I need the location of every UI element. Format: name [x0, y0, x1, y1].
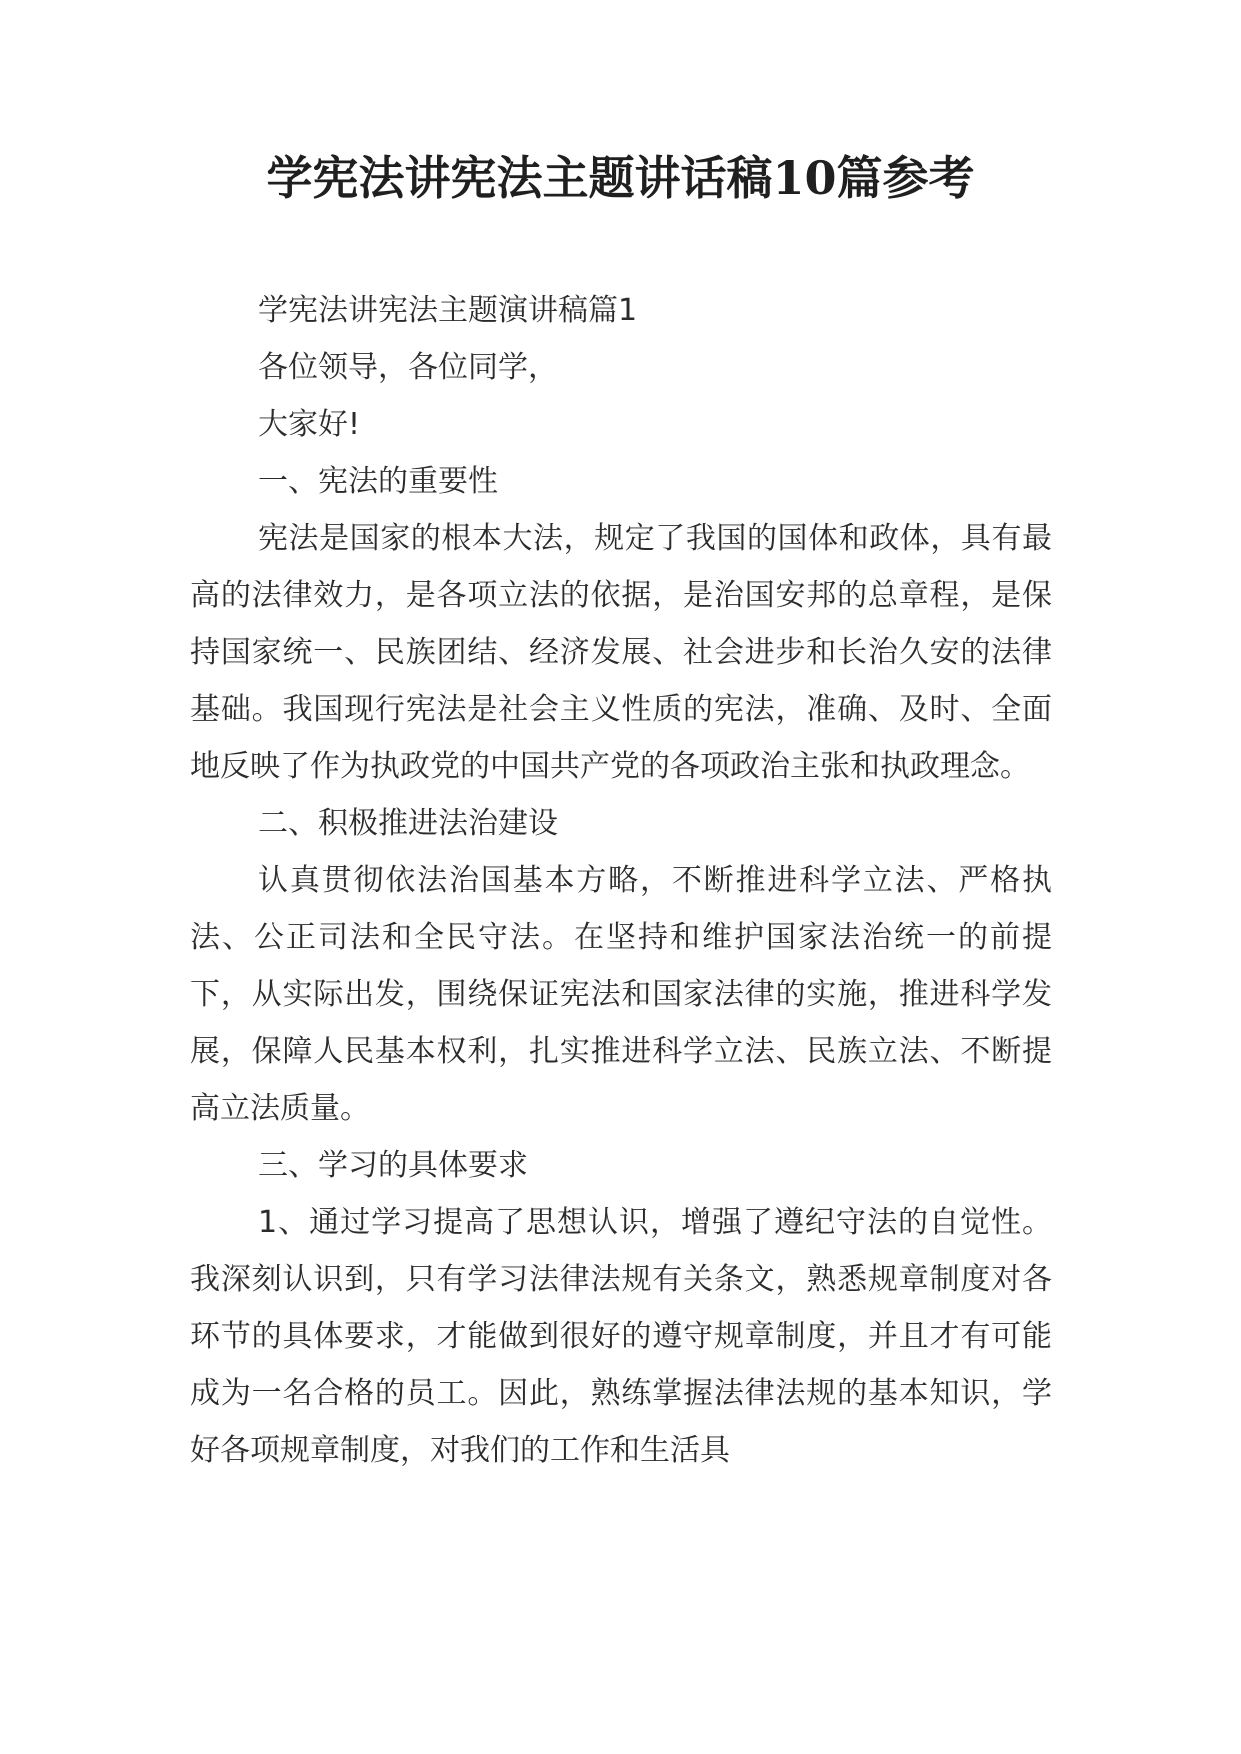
paragraph-constitution-importance: 宪法是国家的根本大法，规定了我国的国体和政体，具有最高的法律效力，是各项立法的依据，是治国安邦的总章程，是保持国家统一、民族团结、经济发展、社会进步和长治久安的法律基础。我国现行宪法是社会主义性质的宪法，准确、及时、全面地反映了作为执政党的中国共产党的各项政治主张和执政理念。	[190, 521, 1052, 784]
heading-study-requirements: 三、学习的具体要求	[258, 1148, 528, 1183]
paragraph-study-requirement-1: 1、通过学习提高了思想认识，增强了遵纪守法的自觉性。我深刻认识到，只有学习法律法规有关条文，熟悉规章制度对各环节的具体要求，才能做到很好的遵守规章制度，并且才有可能成为一名合格的员工。因此，熟练掌握法律法规的基本知识，学好各项规章制度，对我们的工作和生活具	[190, 1205, 1052, 1468]
paragraph-rule-of-law: 认真贯彻依法治国基本方略，不断推进科学立法、严格执法、公正司法和全民守法。在坚持和维护国家法治统一的前提下，从实际出发，围绕保证宪法和国家法律的实施，推进科学发展，保障人民基本权利，扎实推进科学立法、民族立法、不断提高立法质量。	[190, 863, 1052, 1126]
greeting: 大家好!	[258, 407, 361, 442]
heading-importance-of-constitution: 一、宪法的重要性	[258, 464, 498, 499]
section-heading-speech-1: 学宪法讲宪法主题演讲稿篇1	[258, 293, 638, 328]
document-body	[190, 282, 1052, 1479]
heading-rule-of-law-construction: 二、积极推进法治建设	[258, 806, 558, 841]
document-title: 学宪法讲宪法主题讲话稿10篇参考	[266, 151, 975, 205]
salutation: 各位领导，各位同学，	[258, 350, 558, 385]
